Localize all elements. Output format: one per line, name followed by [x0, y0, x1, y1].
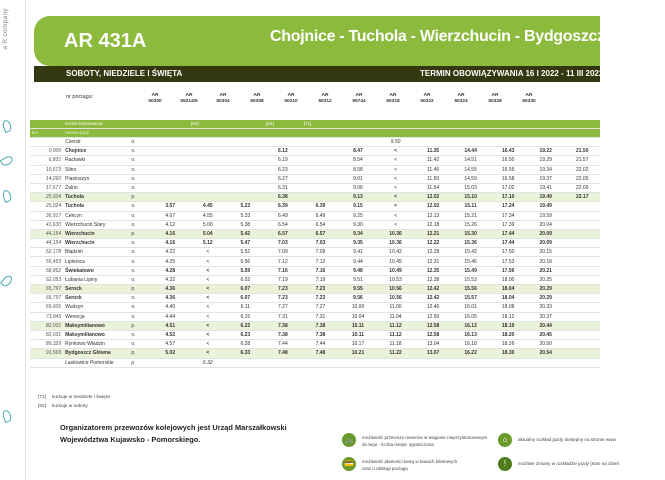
train-number: AR 50322 — [420, 93, 434, 104]
train-number: AR 50328 — [488, 93, 502, 104]
table-row: 62,053 Łubania Lipiny o. 4.32 < 6.02 7.19 7.19 9.51 10.53 12.38 15.53 18.00 20.25 — [30, 275, 600, 284]
bike-icon: 🚲 — [342, 433, 356, 447]
train-number: AR 50330 — [522, 93, 536, 104]
table-header-row: km nazwa stacji — [30, 129, 600, 138]
table-row: 58,862 Świekatowo o. 4.28 < 5.59 7.16 7.16 9.48 10.49 12.35 15.49 17.56 20.21 — [30, 266, 600, 275]
route-number: AR 431A — [64, 30, 147, 52]
leaf-icon — [1, 189, 13, 203]
train-number: AR 55744 — [352, 93, 366, 104]
days-of-operation: SOBOTY, NIEDZIELE I ŚWIĘTA — [66, 69, 183, 78]
train-number: AR 50300 — [148, 93, 162, 104]
table-row: 82,031 Maksymilianowo p. 4.51 < 6.22 7.38 7.38 10.11 11.12 12.58 16.12 18.19 20.44 — [30, 321, 600, 330]
leaf-icon — [0, 155, 14, 168]
table-row: 17,677 Żalno o. 6.31 9.06 < 11.54 15.03 17.02 19.41 22.09 — [30, 183, 600, 192]
footnotes — [38, 393, 110, 411]
train-number: AR 50318 — [386, 93, 400, 104]
footnote: [62] kursuje w soboty — [38, 404, 88, 409]
table-row: 55,453 Lipienica o. 4.25 < 5.56 7.12 7.12 9.44 10.45 12.31 15.46 17.53 20.18 — [30, 257, 600, 266]
table-header-row: termin kursowania: [62] [62] [71] — [30, 120, 600, 129]
train-number: AR 50308 — [250, 93, 264, 104]
table-row: 69,606 Wudzyn o. 4.40 < 6.11 7.27 7.27 10.00 11.00 12.46 16.01 18.08 20.33 — [30, 303, 600, 312]
alert-icon: ! — [498, 457, 512, 471]
train-number: AR 50324 — [454, 93, 468, 104]
brand-vertical-text: a R company — [2, 8, 9, 50]
train-number: AR 55214/5 — [180, 93, 198, 104]
leaf-icon — [1, 119, 13, 133]
table-row: 82,031 Maksymilianowo o. 4.52 < 6.23 7.38 7.38 10.11 11.12 12.58 16.13 18.20 20.45 — [30, 330, 600, 339]
left-margin — [0, 0, 26, 480]
table-row: 91,569 Bydgoszcz Główna p. 5.02 < 6.33 7.48 7.48 10.21 11.22 13.07 16.22 18.30 20.54 — [30, 349, 600, 358]
table-row: 0,000 Chojnice o. 6.12 8.47 < 11.35 14.44 16.43 19.22 21.50 — [30, 147, 600, 156]
timetable — [30, 120, 600, 368]
validity-period: TERMIN OBOWIĄZYWANIA 16 I 2022 - 11 III 2022 — [420, 69, 604, 78]
footnote: [71] kursuje w niedziele i święta — [38, 395, 110, 400]
table-row: 41,630 Wierzchucin Stary o. 4.12 5.00 5.38 6.54 6.54 9.30 < 12.18 15.26 17.39 20.04 — [30, 220, 600, 229]
table-row: 25,024 Tuchola o. 3.57 4.45 5.23 6.39 6.39 9.15 < 12.02 15.11 17.24 19.49 — [30, 202, 600, 211]
globe-icon: ⌂ — [498, 433, 512, 447]
train-number: AR 50304 — [216, 93, 230, 104]
table-row: Czersk o. 9.50 — [30, 138, 600, 147]
info-changes: możliwe zmiany w rozkładzie jazdy (stan na dzień — [518, 461, 620, 466]
route-stations: Chojnice - Tuchola - Wierzchucin - Bydgoszcz Główna — [270, 28, 665, 45]
table-row: 52,178 Błądzim o. 4.22 < 5.52 7.09 7.09 9.41 10.42 12.28 15.42 17.50 20.15 — [30, 248, 600, 257]
leaf-icon — [0, 274, 14, 288]
organizer-note: Organizatorem przewozów kolejowych jest Urząd Marszałkowski Województwa Kujawsko - Pomorskiego. — [60, 423, 287, 444]
table-row: 65,797 Serock p. 4.36 < 6.07 7.23 7.23 9.55 10.56 12.42 15.56 18.04 20.29 — [30, 285, 600, 294]
table-row: 36,917 Cekcyn o. 4.07 4.55 5.33 6.49 6.49 9.25 < 12.13 15.21 17.34 19.59 — [30, 211, 600, 220]
card-icon: 💳 — [342, 457, 356, 471]
table-row: 14,260 Piastoszyn o. 6.27 9.01 < 11.50 14.59 16.58 19.37 22.05 — [30, 174, 600, 183]
table-row: 6,831 Racławki o. 6.19 8.54 < 11.42 14.51 16.50 19.29 21.57 — [30, 156, 600, 165]
info-card: możliwość płatności kartą w kasach biletowych oraz u obsługi pociągu — [362, 459, 458, 471]
table-row: 10,573 Silno o. 6.23 8.58 < 11.46 14.55 16.55 19.34 22.02 — [30, 165, 600, 174]
table-row: 73,945 Wenecja o. 4.44 < 6.15 7.31 7.31 10.04 11.04 12.50 16.05 18.12 20.37 — [30, 312, 600, 321]
train-number: AR 50310 — [284, 93, 298, 104]
train-number: AR 50312 — [318, 93, 332, 104]
train-number-label: nr pociągu: — [66, 94, 94, 100]
table-row: Laskowice Pomorskie p. 6.32 — [30, 358, 600, 367]
table-row: 25,024 Tuchola p. 6.38 9.13 < 12.02 15.10 17.10 19.49 22.17 — [30, 193, 600, 202]
info-www: aktualny rozkład jazdy dostępny na stronie www — [518, 437, 616, 442]
table-row: 89,329 Rynkowo Władzin o. 4.57 < 6.28 7.44 7.44 10.17 11.18 13.04 16.18 18.26 20.50 — [30, 340, 600, 349]
leaf-icon — [1, 409, 13, 423]
table-row: 44,154 Wierzchucin p. 4.16 5.04 5.42 6.57 6.57 9.34 10.36 12.21 15.30 17.44 20.09 — [30, 229, 600, 238]
table-row: 65,797 Serock o. 4.36 < 6.07 7.23 7.23 9.56 10.56 12.42 15.57 18.04 20.29 — [30, 294, 600, 303]
table-row: 44,154 Wierzchucin o. 4.16 5.12 5.47 7.03 7.03 9.35 10.36 12.22 15.36 17.44 20.09 — [30, 239, 600, 248]
info-bike: możliwość przewozu rowerów w wagonie nieprzystosowanym do tego - liczba miejsc ograniczona — [362, 435, 488, 447]
